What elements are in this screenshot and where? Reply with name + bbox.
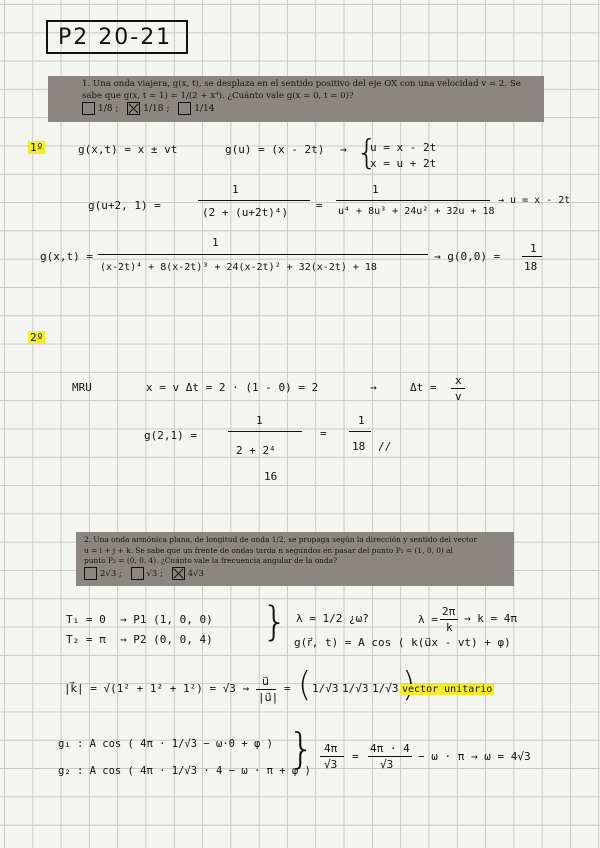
g1-equation: g₁ : A cos ( 4π · 1/√3 − ω·0 + φ ) bbox=[58, 738, 273, 750]
point-2: → P2 (0, 0, 4) bbox=[120, 633, 213, 646]
fraction-numerator: 1 bbox=[232, 183, 239, 196]
arrow: → bbox=[370, 381, 377, 394]
fraction-denominator: √3 bbox=[324, 758, 338, 771]
problem-1-line-1: 1. Una onda viajera, g(x, t), se desplaza en el sentido positivo del eje OX con una velocidad v = 2. Se bbox=[82, 79, 521, 89]
fraction-bar bbox=[368, 756, 412, 757]
unit-vector-note: vector unitario bbox=[402, 684, 493, 695]
option-checkbox bbox=[84, 567, 97, 580]
time-2: T₂ = π bbox=[66, 633, 106, 646]
option-checkbox bbox=[178, 102, 191, 115]
unit-vector-component: 1/√3 bbox=[342, 682, 369, 695]
answer-mark: // bbox=[378, 440, 392, 453]
fraction-denominator: (x-2t)⁴ + 8(x-2t)³ + 24(x-2t)² + 32(x-2t) + 18 bbox=[100, 262, 377, 273]
problem-2-line-2: u = i + j + k. Se sabe que un frente de ondas tarda π segundos en pasar del punto P₁ = (1, 0, 0) al bbox=[84, 545, 453, 555]
fraction-numerator: 1 bbox=[372, 183, 379, 196]
fraction-bar bbox=[256, 689, 276, 690]
fraction-bar bbox=[349, 431, 371, 432]
problem-1-options: 1/8 ; 1/18 ; 1/14 bbox=[82, 104, 214, 114]
brace: } bbox=[262, 599, 288, 645]
fraction-bar bbox=[198, 200, 310, 201]
fraction-denominator: v bbox=[455, 390, 462, 403]
section-1-label: 1º bbox=[30, 141, 44, 154]
fraction-bar bbox=[440, 619, 458, 620]
brace: { bbox=[356, 133, 378, 173]
wavelength-formula: λ = bbox=[418, 613, 438, 626]
brace: } bbox=[288, 724, 315, 773]
wavelength-given: λ = 1/2 ¿ω? bbox=[296, 612, 369, 625]
equals-sign: = bbox=[284, 682, 291, 695]
result-numerator: 1 bbox=[358, 414, 365, 427]
option-label: 1/14 bbox=[194, 104, 215, 114]
option-label: √3 bbox=[146, 568, 158, 579]
page-title: P2 20-21 bbox=[46, 20, 188, 54]
section-2-label: 2º bbox=[30, 331, 44, 344]
fraction-numerator: x bbox=[455, 374, 462, 387]
fraction-bar bbox=[336, 200, 490, 201]
mru-label: MRU bbox=[72, 381, 92, 394]
point-1: → P1 (1, 0, 0) bbox=[120, 613, 213, 626]
fraction-numerator: 1 bbox=[212, 236, 219, 249]
option-label: 4√3 bbox=[187, 568, 204, 579]
time-1: T₁ = 0 bbox=[66, 613, 106, 626]
equation-g-xt-full: g(x,t) = bbox=[40, 250, 93, 263]
problem-2-line-3: punto P₂ = (0, 0, 4). ¿Cuánto vale la frecuencia angular de la onda? bbox=[84, 556, 338, 566]
substitution-note: → u = x - 2t bbox=[498, 195, 571, 206]
result-denominator: 18 bbox=[352, 440, 366, 453]
fraction-denominator: |u⃗| bbox=[258, 691, 279, 704]
unit-vector-component: 1/√3 bbox=[312, 682, 339, 695]
fraction-bar bbox=[320, 756, 344, 757]
system-eq-2: x = u + 2t bbox=[370, 157, 437, 170]
paren-left: ( bbox=[298, 665, 312, 705]
equals-sign: = bbox=[316, 199, 323, 212]
fraction-numerator: 2π bbox=[442, 605, 456, 618]
system-eq-1: u = x - 2t bbox=[370, 141, 437, 154]
fraction-denominator: u⁴ + 8u³ + 24u² + 32u + 18 bbox=[338, 206, 495, 217]
omega-result: − ω · π → ω = 4√3 bbox=[418, 750, 531, 763]
option-label: 1/8 bbox=[98, 104, 113, 114]
delta-t-label: Δt = bbox=[410, 381, 437, 394]
distance-equation: x = v Δt = 2 · (1 - 0) = 2 bbox=[146, 381, 319, 394]
equals-sign: = bbox=[352, 750, 359, 763]
equation-g-u: g(u) = (x - 2t) bbox=[225, 143, 325, 156]
modulus-equation: |k⃗| = √(1² + 1² + 1²) = √3 → bbox=[64, 682, 250, 695]
fraction-numerator: 1 bbox=[256, 414, 263, 427]
g2-equation: g₂ : A cos ( 4π · 1/√3 · 4 − ω · π + φ ) bbox=[58, 765, 311, 777]
fraction-bar bbox=[522, 256, 542, 257]
result-denominator: 18 bbox=[524, 260, 538, 273]
fraction-denominator: √3 bbox=[380, 758, 394, 771]
fraction-numerator: 4π bbox=[324, 742, 338, 755]
option-label: 1/18 bbox=[143, 104, 164, 114]
fraction-denominator: k bbox=[446, 621, 453, 634]
fraction-bar bbox=[228, 431, 302, 432]
result-label: → g(0,0) = bbox=[434, 250, 501, 263]
option-label: 2√3 bbox=[100, 568, 117, 579]
wavenumber-result: → k = 4π bbox=[464, 612, 517, 625]
unit-vector-component: 1/√3 bbox=[372, 682, 399, 695]
fraction-denominator: (2 + (u+2t)⁴) bbox=[202, 206, 289, 219]
equals-sign: = bbox=[320, 427, 327, 440]
fraction-denominator: 2 + 2⁴ bbox=[236, 444, 276, 457]
option-checkbox-checked bbox=[127, 102, 140, 115]
option-checkbox-checked bbox=[172, 567, 185, 580]
equation-g-xt: g(x,t) = x ± vt bbox=[78, 143, 178, 156]
problem-1-box bbox=[48, 76, 544, 122]
fraction-bar bbox=[451, 388, 465, 389]
fraction-numerator: u⃗ bbox=[262, 675, 269, 688]
wave-equation: g(r⃗, t) = A cos ( k(u⃗x - vt) + φ) bbox=[294, 636, 511, 649]
fraction-numerator: 4π · 4 bbox=[370, 742, 410, 755]
option-checkbox bbox=[131, 567, 144, 580]
g-2-1-label: g(2,1) = bbox=[144, 429, 197, 442]
problem-2-options: 2√3 ; √3 ; 4√3 bbox=[84, 569, 204, 579]
problem-2-box bbox=[76, 532, 514, 586]
result-numerator: 1 bbox=[530, 242, 537, 255]
problem-1-line-2: sabe que g(x, t = 1) = 1/(2 + x⁴). ¿Cuánto vale g(x = 0, t = 0)? bbox=[82, 90, 354, 101]
sub-note-16: 16 bbox=[264, 470, 278, 483]
equation-g-u-plus-2: g(u+2, 1) = bbox=[88, 199, 161, 212]
option-checkbox bbox=[82, 102, 95, 115]
problem-2-line-1: 2. Una onda armónica plana, de longitud de onda 1/2, se propaga según la dirección y sentido del vector bbox=[84, 535, 478, 544]
arrow: → bbox=[340, 143, 347, 156]
fraction-bar bbox=[98, 254, 428, 255]
